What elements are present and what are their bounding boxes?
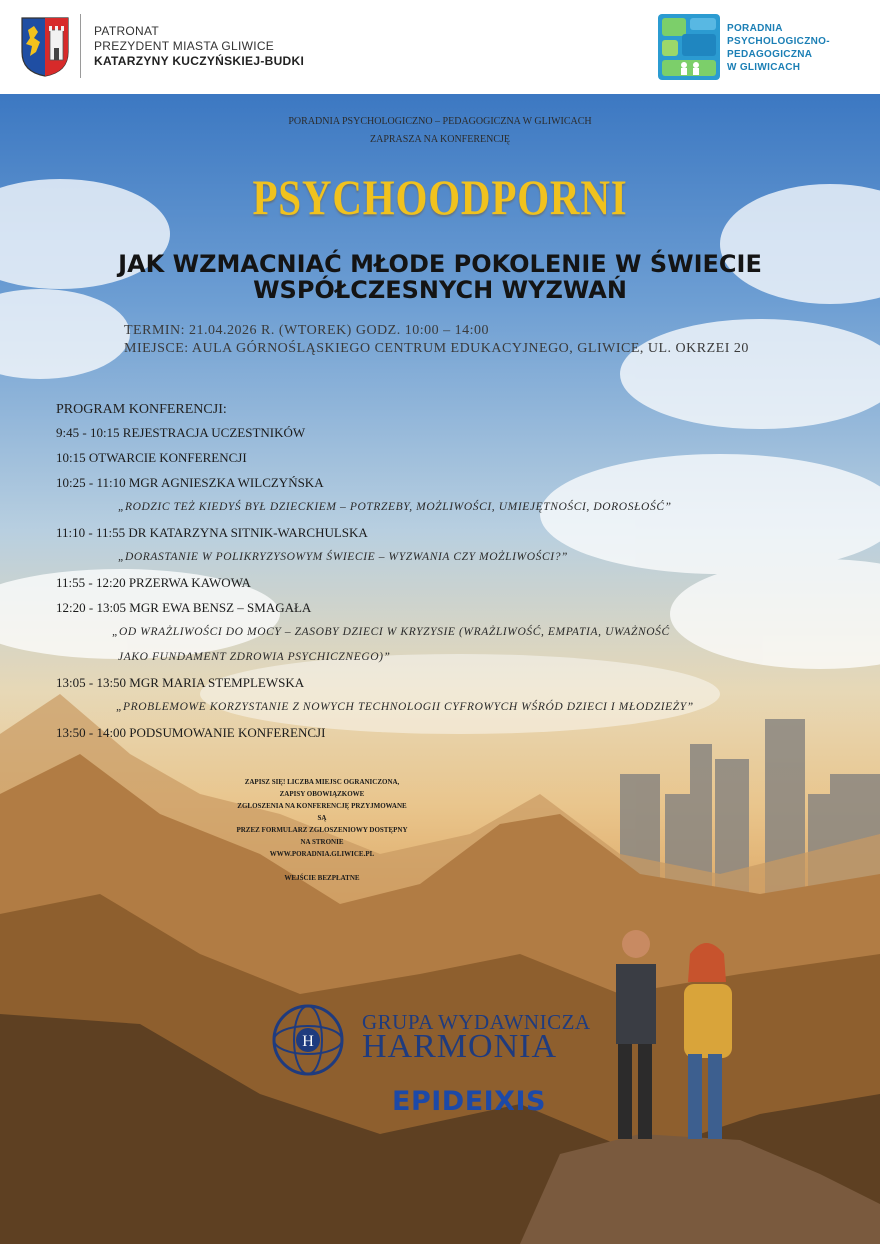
program-item: 11:55 - 12:20 PRZERWA KAWOWA [56, 575, 251, 590]
header-bar [0, 0, 880, 94]
program-item: 13:50 - 14:00 PODSUMOWANIE KONFERENCJI [56, 725, 326, 740]
info-line [232, 860, 412, 872]
harmonia-big: HARMONIA [362, 1028, 557, 1065]
harmonia-small: GRUPA WYDAWNICZA [362, 1010, 591, 1034]
subtitle-line2: WSPÓŁCZESNYCH WYZWAŃ [253, 276, 627, 304]
lecture-title: „PROBLEMOWE KORZYSTANIE Z NOWYCH TECHNOLOGII CYFROWYCH WŚRÓD DZIECI I MŁODZIEŻY” [116, 701, 694, 713]
svg-text:H: H [302, 1033, 314, 1050]
poradnia-text [727, 22, 830, 74]
lecture-title: JAKO FUNDAMENT ZDROWIA PSYCHICZNEGO)” [118, 651, 391, 663]
program-item: 11:10 - 11:55 DR KATARZYNA SITNIK-WARCHULSKA [56, 525, 368, 540]
info-line: WEJŚCIE BEZPŁATNE [284, 874, 360, 882]
gliwice-crest-icon [20, 16, 70, 78]
patronat-text [94, 24, 304, 69]
event-date: TERMIN: 21.04.2026 R. (WTOREK) GODZ. 10:00 – 14:00 [124, 323, 489, 338]
invite-line: ZAPRASZA NA KONFERENCJĘ [369, 134, 511, 145]
info-line: ZGŁOSZENIA NA KONFERENCJĘ PRZYJMOWANE SĄ [237, 802, 407, 822]
pp-line3: PEDAGOGICZNA [727, 49, 813, 60]
registration-info [232, 776, 412, 884]
pp-line2: PSYCHOLOGICZNO- [727, 36, 830, 47]
info-line: ZAPISZ SIĘ! LICZBA MIEJSC OGRANICZONA, [244, 778, 400, 786]
lecture-title: „RODZIC TEŻ KIEDYŚ BYŁ DZIECKIEM – POTRZEBY, MOŻLIWOŚCI, UMIEJĘTNOŚCI, DOROSŁOŚĆ” [118, 501, 672, 513]
poradnia-logo-icon [658, 14, 720, 80]
pp-line4: W GLIWICACH [727, 62, 801, 73]
patronat-line2: PREZYDENT MIASTA GLIWICE [94, 39, 275, 53]
lecture-title: „DORASTANIE W POLIKRYZYSOWYM ŚWIECIE – WYZWANIA CZY MOŻLIWOŚCI?” [118, 551, 569, 563]
info-line: WWW.PORADNIA.GLIWICE.PL [269, 850, 375, 858]
info-line: PRZEZ FORMULARZ ZGŁOSZENIOWY DOSTĘPNY NA STRONIE [236, 826, 408, 846]
harmonia-logo-icon [268, 1000, 348, 1080]
program-item: 10:15 OTWARCIE KONFERENCJI [56, 450, 247, 465]
info-line: ZAPISY OBOWIĄZKOWE [279, 790, 365, 798]
event-title: PSYCHOODPORNI [252, 169, 628, 225]
patronat-line3: KATARZYNY KUCZYŃSKIEJ-BUDKI [94, 54, 305, 68]
program-item: 10:25 - 11:10 MGR AGNIESZKA WILCZYŃSKA [56, 475, 324, 490]
header-divider [80, 14, 81, 78]
event-venue: MIEJSCE: AULA GÓRNOŚLĄSKIEGO CENTRUM EDUKACYJNEGO, GLIWICE, UL. OKRZEI 20 [124, 341, 749, 356]
lecture-title: „OD WRAŻLIWOŚCI DO MOCY – ZASOBY DZIECI W KRYZYSIE (WRAŻLIWOŚĆ, EMPATIA, UWAŻNOŚĆ [112, 626, 670, 638]
event-subtitle [0, 251, 880, 303]
org-line: PORADNIA PSYCHOLOGICZNO – PEDAGOGICZNA W GLIWICACH [288, 116, 592, 127]
program-item: 9:45 - 10:15 REJESTRACJA UCZESTNIKÓW [56, 425, 306, 440]
program-title: PROGRAM KONFERENCJI: [56, 402, 227, 417]
pp-line1: PORADNIA [727, 23, 783, 34]
patronat-line1: PATRONAT [94, 24, 160, 38]
program-item: 12:20 - 13:05 MGR EWA BENSZ – SMAGAŁA [56, 600, 312, 615]
poster-background [0, 94, 880, 1244]
program-item: 13:05 - 13:50 MGR MARIA STEMPLEWSKA [56, 675, 305, 690]
subtitle-line1: JAK WZMACNIAĆ MŁODE POKOLENIE W ŚWIECIE [118, 250, 762, 278]
epideixis-logo: EPIDEIXIS [392, 1086, 546, 1117]
